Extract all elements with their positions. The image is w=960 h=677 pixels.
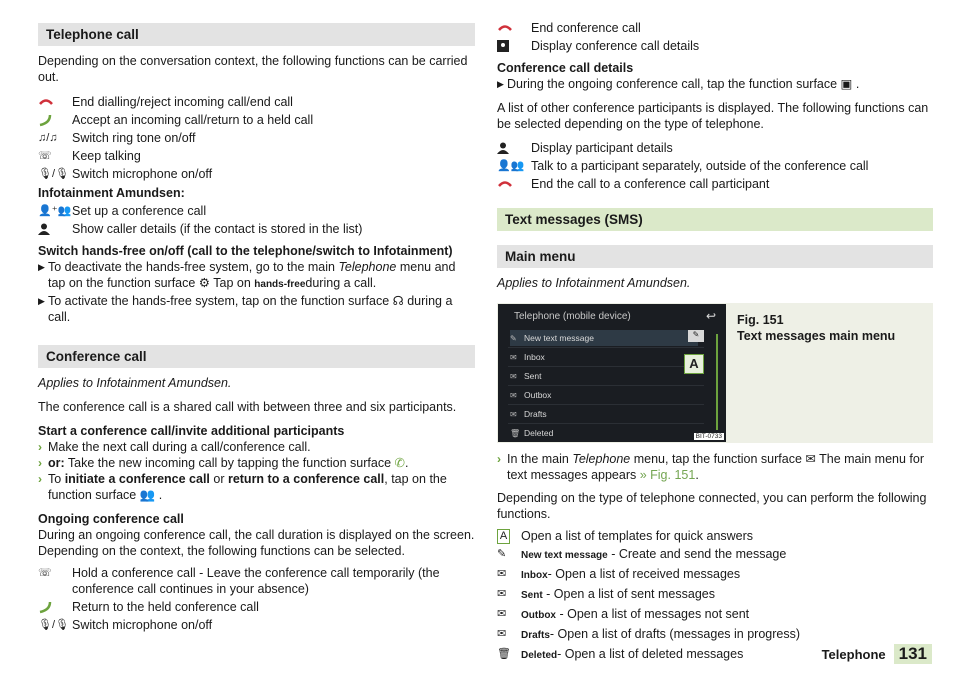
pen-icon: ✎ [510, 333, 517, 343]
screen-item-drafts[interactable]: ✉ Drafts [510, 409, 547, 419]
list-item: Show caller details (if the contact is stored in the list) [38, 221, 475, 237]
list-item: End conference call [497, 20, 933, 36]
trash-icon: 🗑 [510, 428, 521, 438]
figure-code: BIT-0733 [695, 433, 722, 440]
arrow-bullet-icon: ▶ [497, 79, 504, 89]
list-item: › To initiate a conference call or return to a conference call, tap on the function surface 👥 . [38, 472, 447, 502]
list-item: A Open a list of templates for quick answers [497, 528, 933, 544]
conference-add-icon: 👥 [139, 488, 156, 502]
arrow-bullet-icon: ▶ [38, 262, 45, 272]
ongoing-text: During an ongoing conference call, the call duration is displayed on the screen. Depending on the context, the following functions can be selected. [38, 528, 475, 558]
person-icon [497, 140, 531, 156]
arrow-bullet-icon: ▶ [38, 296, 45, 306]
intro-text: Depending on the conversation context, the following functions can be carried out. [38, 54, 468, 84]
list-item: 👤👥 Talk to a participant separately, outside of the conference call [497, 159, 869, 173]
list-item: End dialling/reject incoming call/end call [38, 94, 475, 110]
screen-title: Telephone (mobile device) [514, 311, 631, 322]
list-item: ✉ Outbox - Open a list of messages not sent [497, 607, 750, 621]
conference-intro: The conference call is a shared call with between three and six participants. [38, 400, 457, 414]
phone-accept-icon: ✆ [394, 456, 405, 470]
drafts-icon: ✉ [497, 628, 507, 640]
chevron-right-icon: › [38, 440, 42, 454]
trash-icon: 🗑 [497, 648, 511, 660]
figure-link[interactable]: » Fig. 151 [639, 468, 696, 482]
conference-add-icon: 👤⁺👥 [38, 205, 72, 217]
list-item: 👤⁺👥 Set up a conference call [38, 204, 207, 218]
start-conference-title: Start a conference call/invite additional participants [38, 424, 345, 438]
callout-a: A [684, 354, 704, 374]
microphone-icon: 🎙/🎙 [38, 168, 69, 180]
list-item: ▶ During the ongoing conference call, tap the function surface ▣ . [497, 77, 860, 91]
handsfree-icon: ☊ [392, 294, 404, 308]
screen-item-outbox[interactable]: ✉ Outbox [510, 390, 552, 400]
screen-item-sent[interactable]: ✉ Sent [510, 371, 542, 381]
details-text: A list of other conference participants is displayed. The following functions can be selected depending on the type of telephone. [497, 101, 929, 131]
list-item: ▶ To deactivate the hands-free system, go to the main Telephone menu and tap on the function surface ⚙ Tap on hands-freeduring a call. [38, 259, 475, 293]
phone-accept-icon [38, 599, 72, 615]
list-item: Accept an incoming call/return to a held call [38, 112, 475, 128]
outbox-icon: ✉ [510, 390, 517, 400]
inbox-icon: ✉ [510, 352, 517, 362]
person-icon [38, 221, 72, 237]
handsfree-title: Switch hands-free on/off (call to the telephone/switch to Infotainment) [38, 244, 453, 258]
applies-note: Applies to Infotainment Amundsen. [38, 376, 232, 390]
infotainment-screen [498, 304, 726, 442]
participants-icon: 👤👥 [497, 160, 525, 172]
figure-number: Fig. 151 [737, 313, 784, 327]
list-item: Return to the held conference call [38, 599, 475, 615]
sent-icon: ✉ [510, 371, 517, 381]
chevron-right-icon: › [38, 472, 42, 486]
list-item: Display conference call details [497, 38, 933, 54]
page-footer [822, 644, 932, 664]
section-header-conference-call: Conference call [38, 345, 475, 368]
outbox-icon: ✉ [497, 608, 507, 620]
templates-button[interactable]: ✎ [688, 330, 704, 342]
microphone-icon: 🎙/🎙 [38, 619, 69, 631]
list-item: › Make the next call during a call/conference call. [38, 440, 311, 454]
pen-icon: ✎ [497, 548, 507, 560]
settings-icon: ⚙ [198, 276, 211, 290]
function-list-3 [38, 565, 475, 633]
list-item: ☏ Hold a conference call - Leave the conference call temporarily (the conference call continues in your absence) [38, 566, 440, 596]
list-item: ♫/♫ Switch ring tone on/off [38, 131, 196, 145]
phone-hangup-icon [38, 94, 72, 110]
function-list-r2 [497, 140, 933, 192]
phone-hangup-icon [497, 176, 531, 192]
list-item: › or: Take the new incoming call by tapping the function surface ✆. [38, 456, 409, 470]
list-item: 🎙/🎙 Switch microphone on/off [38, 167, 213, 181]
sent-icon: ✉ [497, 588, 507, 600]
inbox-icon: ✉ [497, 568, 507, 580]
list-item: End the call to a conference call participant [497, 176, 933, 192]
keep-talking-icon: ☏ [38, 150, 52, 162]
back-icon[interactable]: ↩ [705, 309, 716, 323]
ringtone-icon: ♫/♫ [38, 132, 58, 144]
list-item: ✉ Inbox- Open a list of received messages [497, 567, 741, 581]
section-header-telephone-call: Telephone call [38, 23, 475, 46]
list-item: ✉ Sent - Open a list of sent messages [497, 587, 715, 601]
screen-item-inbox[interactable]: ✉ Inbox [510, 352, 545, 362]
list-item: 🎙/🎙 Switch microphone on/off [38, 618, 213, 632]
function-list-r1 [497, 20, 933, 54]
figure-title: Text messages main menu [737, 329, 896, 343]
list-item: ✎ New text message - Create and send the message [497, 547, 787, 561]
conference-details-icon [497, 38, 531, 54]
right-column [497, 0, 933, 664]
list-item: ☏ Keep talking [38, 149, 141, 163]
figure-151 [497, 303, 933, 443]
infotainment-label: Infotainment Amundsen: [38, 186, 185, 200]
phone-hangup-icon [497, 20, 531, 36]
details-title: Conference call details [497, 61, 634, 75]
footer-title: Telephone [821, 646, 886, 662]
phone-accept-icon [38, 112, 72, 128]
hands-free-button-label: hands-free [254, 279, 306, 290]
list-item: ▶ To activate the hands-free system, tap on the function surface ☊ during a call. [38, 294, 453, 324]
section-header-sms: Text messages (SMS) [497, 208, 933, 231]
screen-item-deleted[interactable]: 🗑 Deleted [510, 428, 554, 438]
screen-item-new-text-message[interactable]: ✎ New text message [510, 330, 698, 346]
callout-a-marker: A [497, 529, 510, 544]
ongoing-title: Ongoing conference call [38, 512, 184, 526]
hold-icon: ☏ [38, 567, 52, 579]
page-number: 131 [894, 644, 932, 664]
message-icon: ✉ [805, 452, 816, 466]
figure-caption [727, 303, 895, 443]
list-item: 🗑 Deleted- Open a list of deleted messages [497, 647, 744, 661]
list-item: ✉ Drafts- Open a list of drafts (messages in progress) [497, 627, 801, 641]
applies-note: Applies to Infotainment Amundsen. [497, 276, 691, 290]
drafts-icon: ✉ [510, 409, 517, 419]
scrollbar[interactable] [716, 334, 718, 430]
chevron-right-icon: › [38, 456, 42, 470]
chevron-right-icon: › [497, 452, 501, 466]
conference-details-icon: ▣ [840, 77, 853, 91]
section-header-main-menu: Main menu [497, 245, 933, 268]
function-list-1 [38, 94, 475, 182]
list-item: Display participant details [497, 140, 933, 156]
dependency-text: Depending on the type of telephone connected, you can perform the following functions. [497, 491, 927, 521]
list-item: › In the main Telephone menu, tap the function surface ✉ The main menu for text messages appears » Fig. 151. [497, 452, 925, 482]
function-list-2 [38, 203, 475, 237]
left-column [38, 0, 475, 633]
